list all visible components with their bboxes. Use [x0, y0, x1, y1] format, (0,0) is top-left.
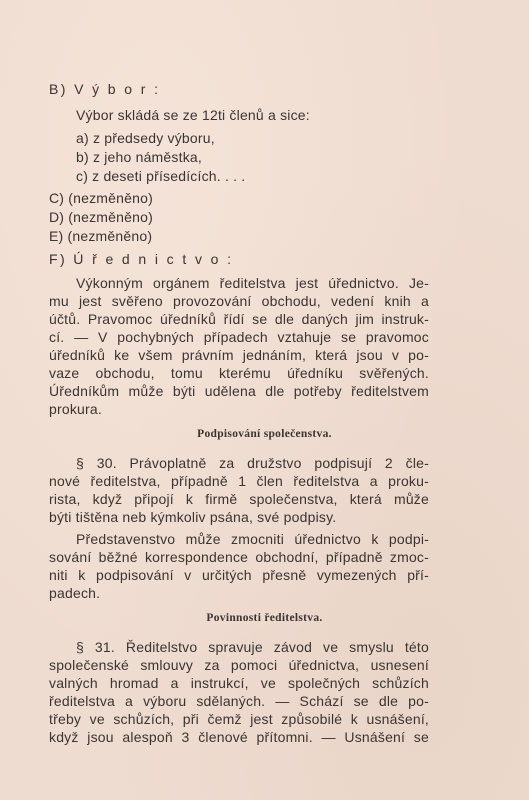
duties-line-3: valných hromad a instrukcí, ve společných schůzích: [49, 675, 429, 691]
signing-heading: Podpisování společenstva.: [197, 428, 332, 440]
duties-line-4: ředitelstva a výboru sdělaných. — Schází se dle po-: [49, 693, 429, 709]
duties-heading: Povinnosti ředitelstva.: [206, 612, 323, 624]
signing-p1-line-4: býti tištěna neb kýmkoliv psána, své podpisy.: [49, 509, 337, 525]
signing-p2-line-1: Představenstvo může zmocniti úřednictvo k podpi-: [76, 531, 429, 547]
section-d-line: D) (nezměněno): [49, 209, 153, 225]
section-b-intro: Výbor skládá se ze 12ti členů a sice:: [76, 107, 310, 123]
duties-line-5: třeby ve schůzích, při čemž jest způsobilé k usnášení,: [49, 711, 429, 727]
section-f-line-8: prokura.: [49, 401, 102, 417]
section-f-line-2: mu jest svěřeno provozování obchodu, vedení knih a: [49, 293, 429, 309]
section-f-line-4: cí. — V pochybných případech vztahuje se pravomoc: [49, 329, 429, 345]
section-b-item-c: c) z deseti přísedících. . . .: [76, 168, 246, 184]
signing-p1-line-2: nové ředitelstva, případně 1 člen ředitelstva a proku-: [49, 473, 429, 489]
duties-line-1: § 31. Ředitelstvo spravuje závod ve smyslu této: [76, 639, 429, 655]
section-e-line: E) (nezměněno): [49, 228, 153, 244]
duties-line-6: když jsou alespoň 3 členové přítomni. — Usnášení se: [49, 729, 429, 745]
signing-p1-line-1: § 30. Právoplatně za družstvo podpisují 2 čle-: [76, 455, 429, 471]
duties-line-2: společenské smlouvy za pomoci úřednictva, usnesení: [49, 657, 429, 673]
section-b-item-a: a) z předsedy výboru,: [76, 130, 215, 146]
section-b-title: B) V ý b o r :: [49, 81, 161, 97]
section-b-item-b: b) z jeho náměstka,: [76, 149, 202, 165]
section-f-line-3: účtů. Pravomoc úředníků řídí se dle daných jim instruk-: [49, 311, 429, 327]
section-f-line-1: Výkonným orgánem ředitelstva jest úřednictvo. Je-: [76, 275, 429, 291]
section-f-line-6: vaze obchodu, tomu kterému úředníku svěřených.: [49, 365, 429, 381]
signing-p2-line-4: padech.: [49, 585, 101, 601]
section-c-line: C) (nezměněno): [49, 190, 153, 206]
section-f-line-7: Úředníkům může býti udělena dle potřeby ředitelstvem: [49, 383, 429, 399]
section-f-line-5: úředníků ke všem právním jednáním, která jsou v po-: [49, 347, 429, 363]
signing-p2-line-3: niti k podpisování v určitých přesně vymezených pří-: [49, 567, 429, 583]
section-f-title: F) Ú ř e d n i c t v o :: [49, 251, 234, 267]
signing-p1-line-3: rista, když připojí k firmě společenstva, která může: [49, 491, 429, 507]
signing-p2-line-2: sování běžné korrespondence obchodní, případně zmoc-: [49, 549, 429, 565]
